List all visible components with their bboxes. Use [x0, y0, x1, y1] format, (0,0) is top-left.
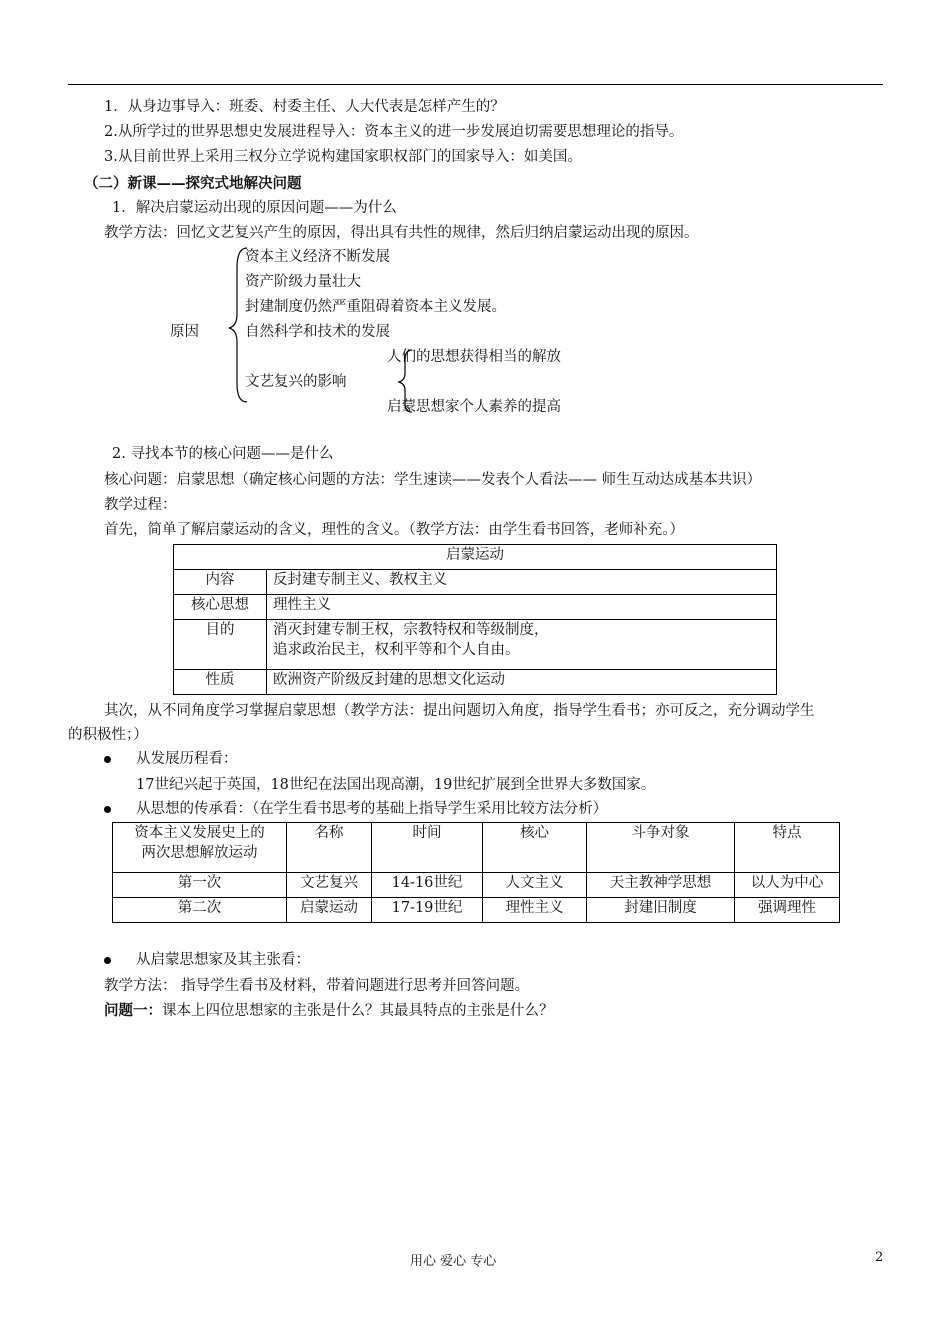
table1-header: 启蒙运动 — [174, 545, 777, 570]
footer-motto: 用心 爱心 专心 — [410, 1254, 497, 1269]
table-value: 反封建专制主义、教权主义 — [267, 570, 777, 595]
effect-brace — [396, 348, 416, 414]
part1-method: 教学方法：回忆文艺复兴产生的原因，得出具有共性的规律，然后归纳启蒙运动出现的原因。 — [104, 225, 699, 241]
table-value: 欧洲资产阶级反封建的思想文化运动 — [267, 670, 777, 695]
cell: 启蒙运动 — [287, 898, 372, 923]
question-one-label: 问题一： — [104, 1002, 162, 1019]
comparison-table — [112, 822, 840, 923]
cell: 封建旧制度 — [587, 898, 735, 923]
page-number: 2 — [875, 1250, 884, 1265]
bullet-icon — [104, 957, 111, 964]
table-label: 目的 — [174, 620, 267, 670]
question-one-text: 课本上四位思想家的主张是什么？其最具特点的主张是什么？ — [162, 1003, 554, 1019]
cell: 理性主义 — [483, 898, 587, 923]
part1-title: 1．解决启蒙运动出现的原因问题——为什么 — [112, 200, 397, 216]
cell: 17-19世纪 — [372, 898, 483, 923]
second-step-line-1: 其次，从不同角度学习掌握启蒙思想（教学方法：提出问题切入角度，指导学生看书；亦可反之，充分调动学生 — [104, 703, 815, 719]
part2-title: 2. 寻找本节的核心问题——是什么 — [112, 446, 334, 462]
table-row — [113, 898, 840, 923]
table-value — [267, 620, 777, 670]
first-step: 首先，简单了解启蒙运动的含义，理性的含义。（教学方法：由学生看书回答，老师补充。） — [104, 522, 684, 538]
intro-line-3: 3.从目前世界上采用三权分立学说构建国家职权部门的国家导入：如美国。 — [104, 149, 582, 165]
bullet-thinkers: 从启蒙思想家及其主张看： — [136, 952, 310, 968]
enlightenment-table — [173, 544, 777, 695]
development-detail: 17世纪兴起于英国，18世纪在法国出现高潮，19世纪扩展到全世界大多数国家。 — [136, 777, 656, 793]
process-label: 教学过程： — [104, 497, 177, 513]
header-line-1: 资本主义发展史上的 — [134, 825, 265, 841]
table-row — [113, 873, 840, 898]
question-one — [104, 1001, 554, 1021]
purpose-line-2: 追求政治民主，权利平等和个人自由。 — [273, 642, 520, 658]
bullet-inheritance: 从思想的传承看：（在学生看书思考的基础上指导学生采用比较方法分析） — [136, 801, 608, 817]
renaissance-effect: 启蒙思想家个人素养的提高 — [387, 399, 561, 415]
cause-item: 资产阶级力量壮大 — [245, 274, 361, 290]
comparison-header: 斗争对象 — [587, 823, 735, 873]
section-title: （二）新课——探究式地解决问题 — [84, 175, 302, 192]
cause-item: 资本主义经济不断发展 — [245, 249, 390, 265]
table-label: 内容 — [174, 570, 267, 595]
intro-line-2: 2.从所学过的世界思想史发展进程导入：资本主义的进一步发展迫切需要思想理论的指导。 — [104, 124, 684, 140]
ending-method: 教学方法： 指导学生看书及材料，带着问题进行思考并回答问题。 — [104, 978, 530, 994]
header-line-2: 两次思想解放运动 — [141, 845, 258, 861]
renaissance-effect: 人们的思想获得相当的解放 — [387, 349, 561, 365]
comparison-header: 时间 — [372, 823, 483, 873]
purpose-line-1: 消灭封建专制王权，宗教特权和等级制度， — [273, 622, 549, 638]
cause-item: 封建制度仍然严重阻碍着资本主义发展。 — [245, 299, 506, 315]
cause-brace — [225, 246, 255, 406]
cell: 第一次 — [113, 873, 287, 898]
comparison-header: 核心 — [483, 823, 587, 873]
bullet-icon — [104, 806, 111, 813]
intro-line-1: 1．从身边事导入：班委、村委主任、人大代表是怎样产生的？ — [104, 99, 505, 115]
table-label: 核心思想 — [174, 595, 267, 620]
cell: 人文主义 — [483, 873, 587, 898]
cause-label: 原因 — [170, 324, 199, 340]
cause-item: 自然科学和技术的发展 — [245, 324, 390, 340]
second-step-line-2: 的积极性；） — [68, 727, 148, 743]
bullet-development: 从发展历程看： — [136, 751, 238, 767]
cause-item: 文艺复兴的影响 — [245, 374, 347, 390]
core-question: 核心问题：启蒙思想（确定核心问题的方法：学生速读——发表个人看法—— 师生互动达成基本共识） — [104, 472, 762, 488]
bullet-icon — [104, 756, 111, 763]
cell: 以人为中心 — [735, 873, 840, 898]
comparison-header: 名称 — [287, 823, 372, 873]
comparison-header-first — [113, 823, 287, 873]
cell: 强调理性 — [735, 898, 840, 923]
header-rule — [68, 84, 883, 85]
table-value: 理性主义 — [267, 595, 777, 620]
comparison-header: 特点 — [735, 823, 840, 873]
cell: 天主教神学思想 — [587, 873, 735, 898]
cell: 第二次 — [113, 898, 287, 923]
table-label: 性质 — [174, 670, 267, 695]
cell: 文艺复兴 — [287, 873, 372, 898]
cell: 14-16世纪 — [372, 873, 483, 898]
